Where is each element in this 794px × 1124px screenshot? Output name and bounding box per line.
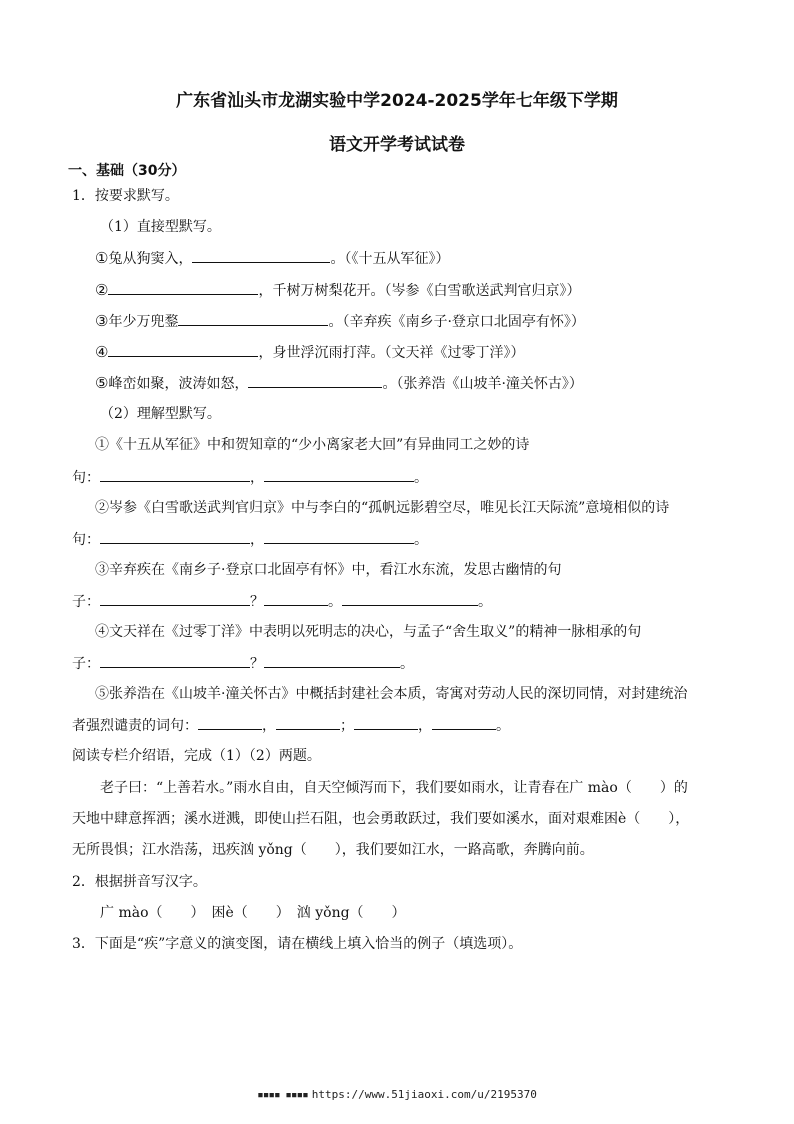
q1-part1-label: （1）直接型默写。 xyxy=(100,219,221,235)
answer-blank[interactable] xyxy=(354,715,418,730)
answer-blank[interactable] xyxy=(264,591,328,606)
exam-title-line2: 语文开学考试试卷 xyxy=(329,135,465,155)
q1-part2-item4-line2: 子： ？ 。 xyxy=(72,653,414,674)
item-prefix: 峰峦如聚，波涛如怒， xyxy=(108,376,249,392)
line-prefix: 句： xyxy=(72,532,100,548)
answer-blank[interactable] xyxy=(432,715,496,730)
q1-part2-item3-line1: ③辛弃疾在《南乡子·登京口北固亭有怀》中，看江水东流，发思古幽情的句 xyxy=(95,562,562,578)
item-number: ⑤ xyxy=(95,374,109,392)
q1-item-1 xyxy=(95,248,449,269)
q1-part2-item3-line2: 子： ？ 。 。 xyxy=(72,591,492,612)
q2-stem: 2．根据拼音写汉字。 xyxy=(72,874,207,890)
line-prefix: 者强烈谴责的词句： xyxy=(72,718,198,734)
q1-item-4 xyxy=(95,342,524,363)
q2-answer-line[interactable]: 广 mào（ ） 困è（ ） 汹 yǒng（ ） xyxy=(100,905,406,921)
answer-blank[interactable] xyxy=(248,373,382,388)
footer-watermark xyxy=(0,1088,794,1101)
exam-title-line1: 广东省汕头市龙湖实验中学2024-2025学年七年级下学期 xyxy=(176,91,618,111)
q1-part2-item5-line2: 者强烈谴责的词句： ， ； ， 。 xyxy=(72,715,510,736)
line-prefix: 子： xyxy=(72,594,100,610)
answer-blank[interactable] xyxy=(264,653,400,668)
section-heading: 一、基础（30分） xyxy=(68,163,186,179)
item-number: ② xyxy=(95,281,109,299)
q1-part2-item2-line1: ②岑参《白雪歌送武判官归京》中与李白的“孤帆远影碧空尽，唯见长江天际流”意境相似的诗 xyxy=(95,500,670,516)
footer-url[interactable]: https://www.51jiaoxi.com/u/2195370 xyxy=(311,1088,537,1101)
answer-blank[interactable] xyxy=(108,342,258,357)
answer-blank[interactable] xyxy=(100,653,250,668)
line-prefix: 句： xyxy=(72,470,100,486)
q1-item-2 xyxy=(95,280,580,301)
q1-item-5 xyxy=(95,373,583,394)
answer-blank[interactable] xyxy=(264,529,414,544)
item-number: ④ xyxy=(95,343,109,361)
q1-part2-label: （2）理解型默写。 xyxy=(100,406,221,422)
answer-blank[interactable] xyxy=(264,467,414,482)
answer-blank[interactable] xyxy=(198,715,262,730)
answer-blank[interactable] xyxy=(342,591,478,606)
answer-blank[interactable] xyxy=(108,280,258,295)
q3-stem: 3．下面是“疾”字意义的演变图，请在横线上填入恰当的例子（填选项）。 xyxy=(72,936,523,952)
q1-stem: 1．按要求默写。 xyxy=(72,188,179,204)
q1-part2-item2-line2: 句： ， 。 xyxy=(72,529,428,550)
item-prefix: 年少万兜鍪 xyxy=(108,314,179,330)
reading-paragraph-line3: 无所畏惧；江水浩荡，迅疾汹 yǒng（ ），我们要如江水，一路高歌，奔腾向前。 xyxy=(72,842,594,858)
line-prefix: 子： xyxy=(72,656,100,672)
q1-part2-item1-line2: 句： ， 。 xyxy=(72,467,428,488)
q1-part2-item5-line1: ⑤张养浩在《山坡羊·潼关怀古》中概括封建社会本质，寄寓对劳动人民的深切同情，对封建统治 xyxy=(95,686,688,702)
answer-blank[interactable] xyxy=(178,311,328,326)
reading-paragraph-line1: 老子曰：“上善若水。”雨水自由，自天空倾泻而下，我们要如雨水，让青春在广 mào（ ）的 xyxy=(100,780,688,796)
item-prefix: 兔从狗窦入， xyxy=(108,251,193,267)
item-suffix: 。（《十五从军征》） xyxy=(330,251,450,267)
answer-blank[interactable] xyxy=(100,591,250,606)
q1-part2-item4-line1: ④文天祥在《过零丁洋》中表明以死明志的决心，与孟子“舍生取义”的精神一脉相承的句 xyxy=(95,624,642,640)
watermark-logo-icon: ▪▪▪▪ ▪▪▪▪ xyxy=(257,1088,308,1101)
q1-item-3 xyxy=(95,311,585,332)
q1-part2-item1-line1: ①《十五从军征》中和贺知章的“少小离家老大回”有异曲同工之妙的诗 xyxy=(95,437,530,453)
answer-blank[interactable] xyxy=(276,715,340,730)
answer-blank[interactable] xyxy=(100,529,250,544)
item-suffix: 。（辛弃疾《南乡子·登京口北固亭有怀》） xyxy=(328,314,585,330)
item-number: ③ xyxy=(95,312,109,330)
item-suffix: ，千树万树梨花开。（岑参《白雪歌送武判官归京》） xyxy=(258,283,581,299)
item-number: ① xyxy=(95,249,109,267)
answer-blank[interactable] xyxy=(100,467,250,482)
item-suffix: 。（张养浩《山坡羊·潼关怀古》） xyxy=(382,376,583,392)
reading-intro: 阅读专栏介绍语，完成（1）（2）两题。 xyxy=(72,748,321,764)
answer-blank[interactable] xyxy=(192,248,330,263)
item-suffix: ，身世浮沉雨打萍。（文天祥《过零丁洋》） xyxy=(258,345,525,361)
reading-paragraph-line2: 天地中肆意挥洒；溪水迸溅，即使山拦石阻，也会勇敢跃过，我们要如溪水，面对艰难困è（ ）， xyxy=(72,811,690,827)
